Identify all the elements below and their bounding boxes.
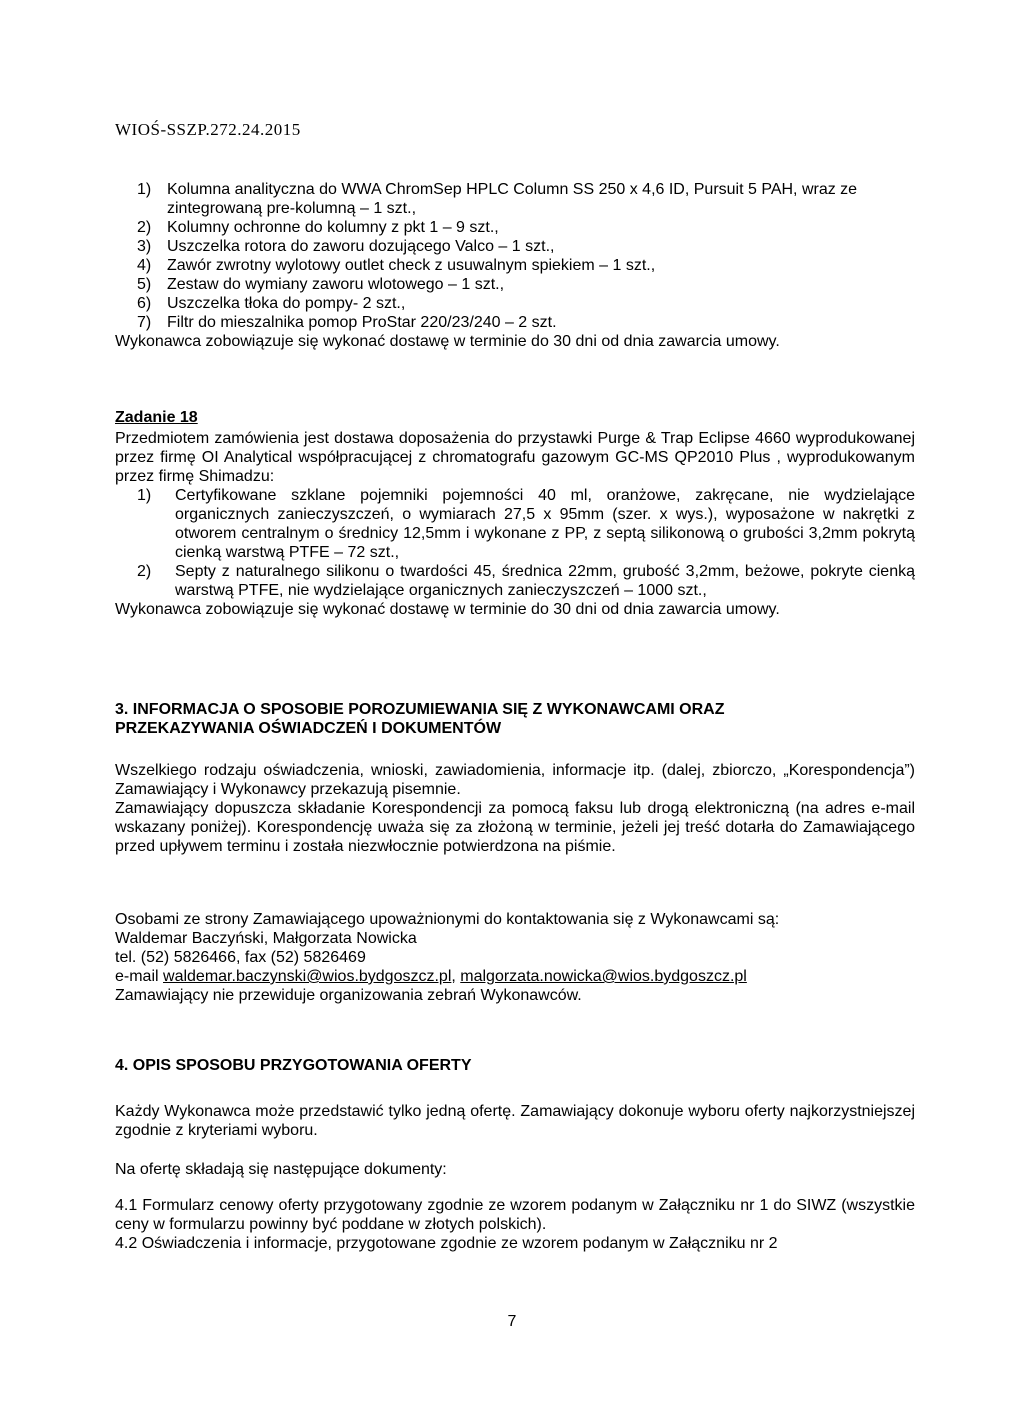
page-number: 7 [507, 1313, 517, 1330]
items-top-list [115, 180, 915, 332]
zadanie-18-list [115, 486, 915, 600]
document-reference: WIOŚ-SSZP.272.24.2015 [115, 120, 301, 139]
list-item: 2) Septy z naturalnego silikonu o twardości 45, średnica 22mm, grubość 3,2mm, beżowe, pokryte cienką warstwą PTFE, nie wydzielające organicznych zanieczyszczeń – 1000 szt., [137, 563, 915, 599]
email-link-malgorzata[interactable]: malgorzata.nowicka@wios.bydgoszcz.pl [460, 968, 747, 985]
contact-names: Waldemar Baczyński, Małgorzata Nowicka [115, 930, 417, 947]
section-4-item-4-2: 4.2 Oświadczenia i informacje, przygotowane zgodnie ze wzorem podanym w Załączniku nr 2 [115, 1235, 778, 1252]
contact-intro: Osobami ze strony Zamawiającego upoważnionymi do kontaktowania się z Wykonawcami są: [115, 911, 780, 928]
section-4-items [115, 1196, 915, 1253]
contact-phone: tel. (52) 5826466, fax (52) 5826469 [115, 949, 366, 966]
section-4 [115, 1056, 915, 1075]
section-3-body [115, 761, 915, 856]
contact-email-line: e-mail waldemar.baczynski@wios.bydgoszcz.pl, malgorzata.nowicka@wios.bydgoszcz.pl [115, 968, 747, 985]
list-item: 3) Uszczelka rotora do zaworu dozującego Valco – 1 szt., [137, 238, 555, 255]
section-3-paragraph-1: Wszelkiego rodzaju oświadczenia, wnioski, zawiadomienia, informacje itp. (dalej, zbiorczo, „Korespondencja”) Zamawiający i Wykonawcy przekazują pisemnie. [115, 762, 915, 798]
list-item: 4) Zawór zwrotny wylotowy outlet check z usuwalnym spiekiem – 1 szt., [137, 257, 656, 274]
list-item: 1) Certyfikowane szklane pojemniki pojemności 40 ml, oranżowe, zakręcane, nie wydzielające organicznych zanieczyszczeń, o wymiarach 27,5 x 95mm (szer. x wys.), wyposażone w nakrętki z otworem centralnym o średnicy 12,5mm i wykonane z PP, z septą silikonową o grubości 3,2mm pokrytą cienką warstwą PTFE – 72 szt., [137, 487, 915, 561]
zadanie-18-intro: Przedmiotem zamówienia jest dostawa doposażenia do przystawki Purge & Trap Eclipse 4660 wyprodukowanej przez firmę OI Analytical współpracującej z chromatografu gazowym GC-MS QP2010 Plus , wyprodukowanym przez firmę Shimadzu: [115, 430, 915, 485]
list-item: 7) Filtr do mieszalnika pomop ProStar 220/23/240 – 2 szt. [137, 314, 557, 331]
zadanie-18-title: Zadanie 18 [115, 409, 198, 426]
items-top-block [115, 180, 915, 351]
section-4-paragraph-1: Każdy Wykonawca może przedstawić tylko jedną ofertę. Zamawiający dokonuje wyboru oferty najkorzystniejszej zgodnie z kryteriami wyboru. [115, 1103, 915, 1139]
section-3 [115, 700, 915, 738]
list-item: 6) Uszczelka tłoka do pompy- 2 szt., [137, 295, 406, 312]
email-link-waldemar[interactable]: waldemar.baczynski@wios.bydgoszcz.pl [163, 968, 452, 985]
no-meetings-note: Zamawiający nie przewiduje organizowania zebrań Wykonawców. [115, 987, 582, 1004]
delivery-terms: Wykonawca zobowiązuje się wykonać dostawę w terminie do 30 dni od dnia zawarcia umowy. [115, 333, 780, 350]
list-item: 1) Kolumna analityczna do WWA ChromSep HPLC Column SS 250 x 4,6 ID, Pursuit 5 PAH, wraz ze zintegrowaną pre-kolumną – 1 szt., [137, 181, 858, 217]
contact-block [115, 910, 915, 1005]
zadanie-18-delivery: Wykonawca zobowiązuje się wykonać dostawę w terminie do 30 dni od dnia zawarcia umowy. [115, 601, 780, 618]
list-item: 2) Kolumny ochronne do kolumny z pkt 1 – 9 szt., [137, 219, 499, 236]
section-3-heading-line1: 3. INFORMACJA O SPOSOBIE POROZUMIEWANIA SIĘ Z WYKONAWCAMI ORAZ [115, 701, 725, 718]
section-4-item-4-1: 4.1 Formularz cenowy oferty przygotowany zgodnie ze wzorem podanym w Załączniku nr 1 do SIWZ (wszystkie ceny w formularzu powinny być poddane w złotych polskich). [115, 1197, 915, 1233]
zadanie-18-section [115, 408, 915, 619]
section-3-paragraph-2: Zamawiający dopuszcza składanie Korespondencji za pomocą faksu lub drogą elektroniczną (na adres e-mail wskazany poniżej). Korespondencję uważa się za złożoną w terminie, jeżeli jej treść dotarła do Zamawiającego przed upływem terminu i została niezwłocznie potwierdzona na piśmie. [115, 800, 915, 855]
section-4-paragraph-2: Na ofertę składają się następujące dokumenty: [115, 1161, 447, 1178]
section-4-body [115, 1102, 915, 1140]
section-4-heading: 4. OPIS SPOSOBU PRZYGOTOWANIA OFERTY [115, 1057, 472, 1074]
section-4-documents [115, 1160, 915, 1179]
list-item: 5) Zestaw do wymiany zaworu wlotowego – 1 szt., [137, 276, 505, 293]
section-3-heading-line2: PRZEKAZYWANIA OŚWIADCZEŃ I DOKUMENTÓW [115, 720, 502, 737]
